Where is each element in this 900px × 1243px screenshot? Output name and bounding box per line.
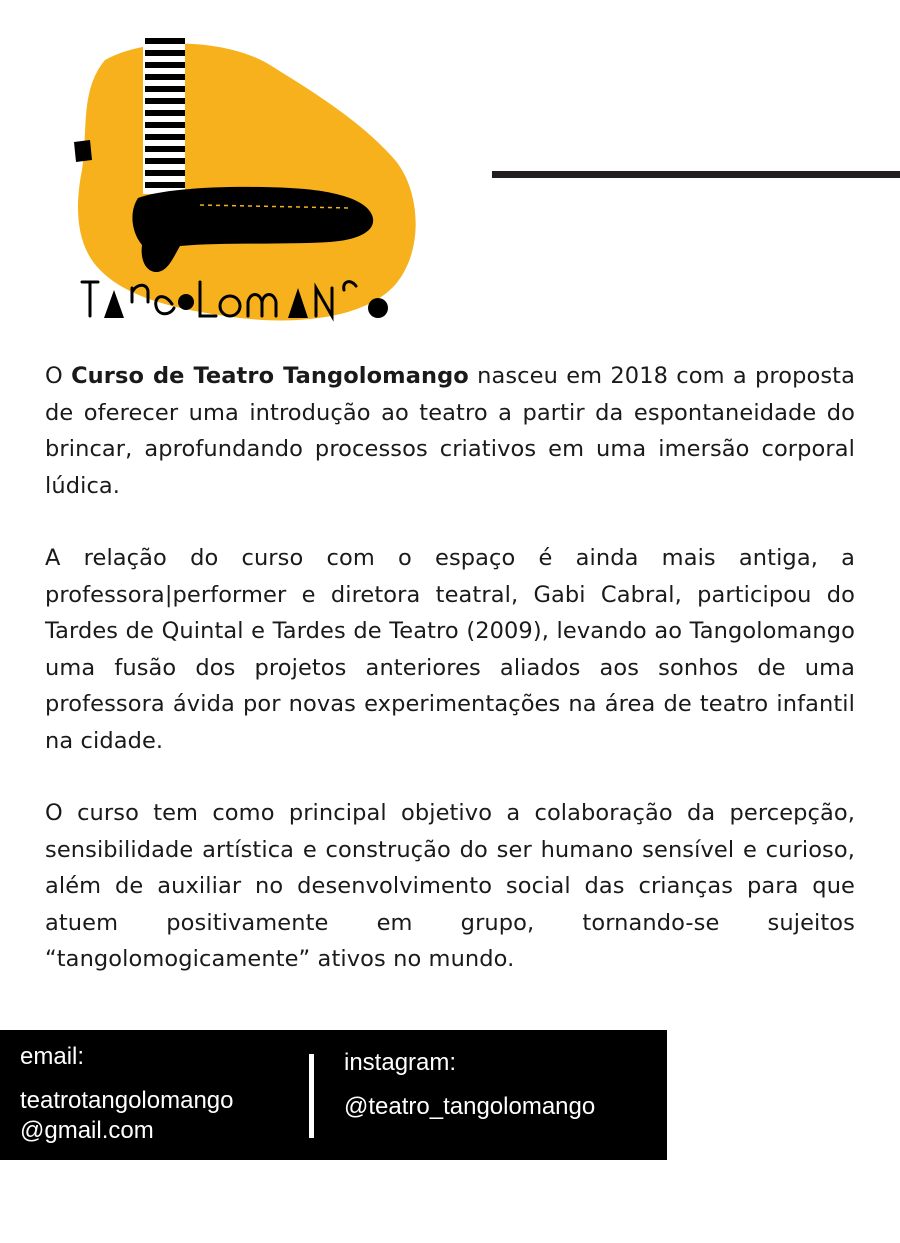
instagram-block bbox=[344, 1048, 654, 1122]
email-address-line2[interactable]: @gmail.com bbox=[20, 1117, 154, 1144]
instagram-label: instagram: bbox=[344, 1049, 457, 1076]
objective-paragraph: O curso tem como principal objetivo a colaboração da percepção, sensibilidade artística e construção do ser humano sensível e curioso, além de auxiliar no desenvolvimento social das crianças para que atuem positivamente em grupo, tornando-se sujeitos “tangolomogicamente” ativos no mundo. bbox=[45, 800, 855, 972]
instagram-handle[interactable]: @teatro_tangolomango bbox=[344, 1093, 596, 1120]
history-paragraph: A relação do curso com o espaço é ainda mais antiga, a professora|performer e diretora teatral, Gabi Cabral, participou do Tardes de Quintal e Tardes de Teatro (2009), levando ao Tangolomango uma fusão dos projetos anteriores aliados aos sonhos de uma professora ávida por novas experimentações na área de teatro infantil na cidade. bbox=[45, 545, 855, 754]
intro-rest: nasceu em 2018 com a proposta de oferecer uma introdução ao teatro a partir da espontaneidade do brincar, aprofundando processos criativos em uma imersão corporal lúdica. bbox=[45, 363, 855, 499]
contact-footer bbox=[0, 1030, 667, 1160]
email-address-line1[interactable]: teatrotangolomango bbox=[20, 1087, 234, 1114]
header-rule bbox=[492, 171, 900, 178]
logo-leg bbox=[143, 36, 185, 194]
logo-blob bbox=[78, 44, 416, 321]
about-text bbox=[45, 358, 855, 1014]
intro-prefix: O bbox=[45, 363, 72, 389]
intro-paragraph bbox=[45, 358, 855, 504]
footer-divider bbox=[309, 1054, 314, 1138]
striped-leg-shoe-icon bbox=[60, 20, 430, 340]
email-label: email: bbox=[20, 1043, 85, 1070]
logo-block bbox=[74, 140, 92, 162]
course-name: Curso de Teatro Tangolomango bbox=[71, 363, 469, 389]
email-block bbox=[20, 1042, 300, 1146]
tangolomango-logo bbox=[60, 20, 430, 340]
